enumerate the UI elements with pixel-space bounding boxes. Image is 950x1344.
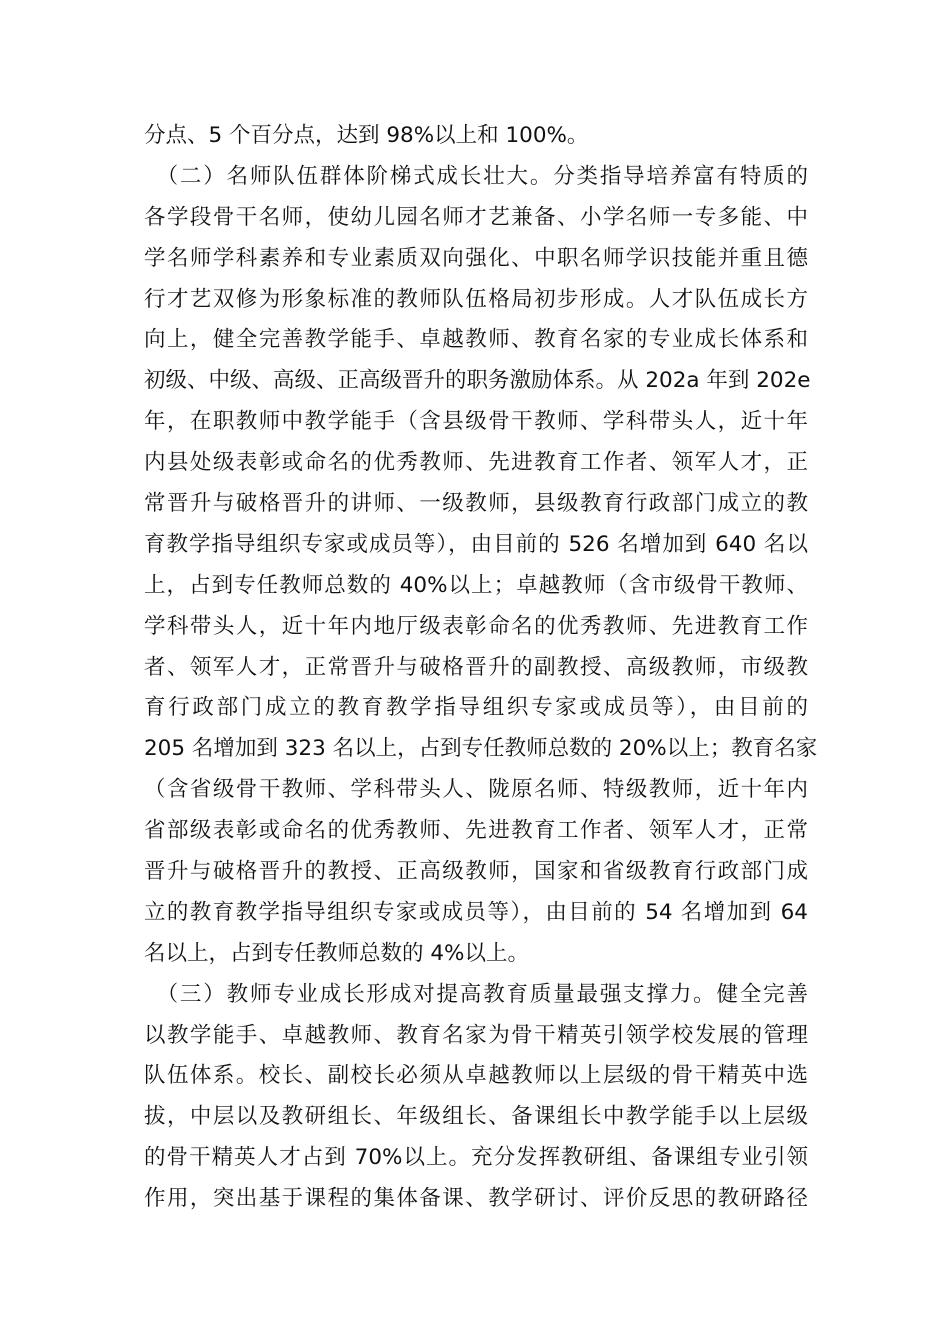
text-line: 向上，健全完善教学能手、卓越教师、教育名家的专业成长体系和 — [144, 327, 808, 353]
text-line: 内县处级表彰或命名的优秀教师、先进教育工作者、领军人才，正 — [144, 450, 808, 476]
text-line: 学科带头人，近十年内地厅级表彰命名的优秀教师、先进教育工作 — [144, 613, 808, 639]
text-line: 以教学能手、卓越教师、教育名家为骨干精英引领学校发展的管理 — [144, 1022, 808, 1048]
text-line: 上，占到专任教师总数的 40%以上；卓越教师（含市级骨干教师、 — [144, 572, 808, 598]
text-line: 各学段骨干名师，使幼儿园名师才艺兼备、小学名师一专多能、中 — [144, 204, 808, 230]
text-line: 省部级表彰或命名的优秀教师、先进教育工作者、领军人才，正常 — [144, 818, 808, 844]
text-line: （含省级骨干教师、学科带头人、陇原名师、特级教师，近十年内 — [144, 777, 808, 803]
text-line: 立的教育教学指导组织专家或成员等），由目前的 54 名增加到 64 — [144, 899, 808, 925]
text-line: 205 名增加到 323 名以上，占到专任教师总数的 20%以上；教育名家 — [144, 736, 818, 762]
text-line: 常晋升与破格晋升的讲师、一级教师，县级教育行政部门成立的教 — [144, 491, 808, 517]
text-line: 的骨干精英人才占到 70%以上。充分发挥教研组、备课组专业引领 — [144, 1145, 808, 1171]
text-line: （三）教师专业成长形成对提高教育质量最强支撑力。健全完善 — [144, 981, 808, 1007]
text-line: 队伍体系。校长、副校长必须从卓越教师以上层级的骨干精英中选 — [144, 1063, 808, 1089]
text-line: 名以上，占到专任教师总数的 4%以上。 — [144, 940, 529, 966]
text-line: 行才艺双修为形象标准的教师队伍格局初步形成。人才队伍成长方 — [144, 286, 808, 312]
text-line: 者、领军人才，正常晋升与破格晋升的副教授、高级教师，市级教 — [144, 654, 808, 680]
text-line: 初级、中级、高级、正高级晋升的职务激励体系。从 202a 年到 202e — [144, 368, 811, 394]
text-line: （二）名师队伍群体阶梯式成长壮大。分类指导培养富有特质的 — [144, 163, 808, 189]
text-line: 拔，中层以及教研组长、年级组长、备课组长中教学能手以上层级 — [144, 1104, 808, 1130]
text-line: 育教学指导组织专家或成员等），由目前的 526 名增加到 640 名以 — [144, 531, 808, 557]
text-line: 晋升与破格晋升的教授、正高级教师，国家和省级教育行政部门成 — [144, 859, 808, 885]
text-line: 年，在职教师中教学能手（含县级骨干教师、学科带头人，近十年 — [144, 409, 808, 435]
body-text — [144, 116, 818, 1220]
text-line: 分点、5 个百分点，达到 98%以上和 100%。 — [144, 123, 589, 148]
text-line: 作用，突出基于课程的集体备课、教学研讨、评价反思的教研路径 — [144, 1186, 808, 1212]
text-line: 学名师学科素养和专业素质双向强化、中职名师学识技能并重且德 — [144, 245, 808, 271]
text-line: 育行政部门成立的教育教学指导组织专家或成员等），由目前的 — [144, 695, 808, 721]
